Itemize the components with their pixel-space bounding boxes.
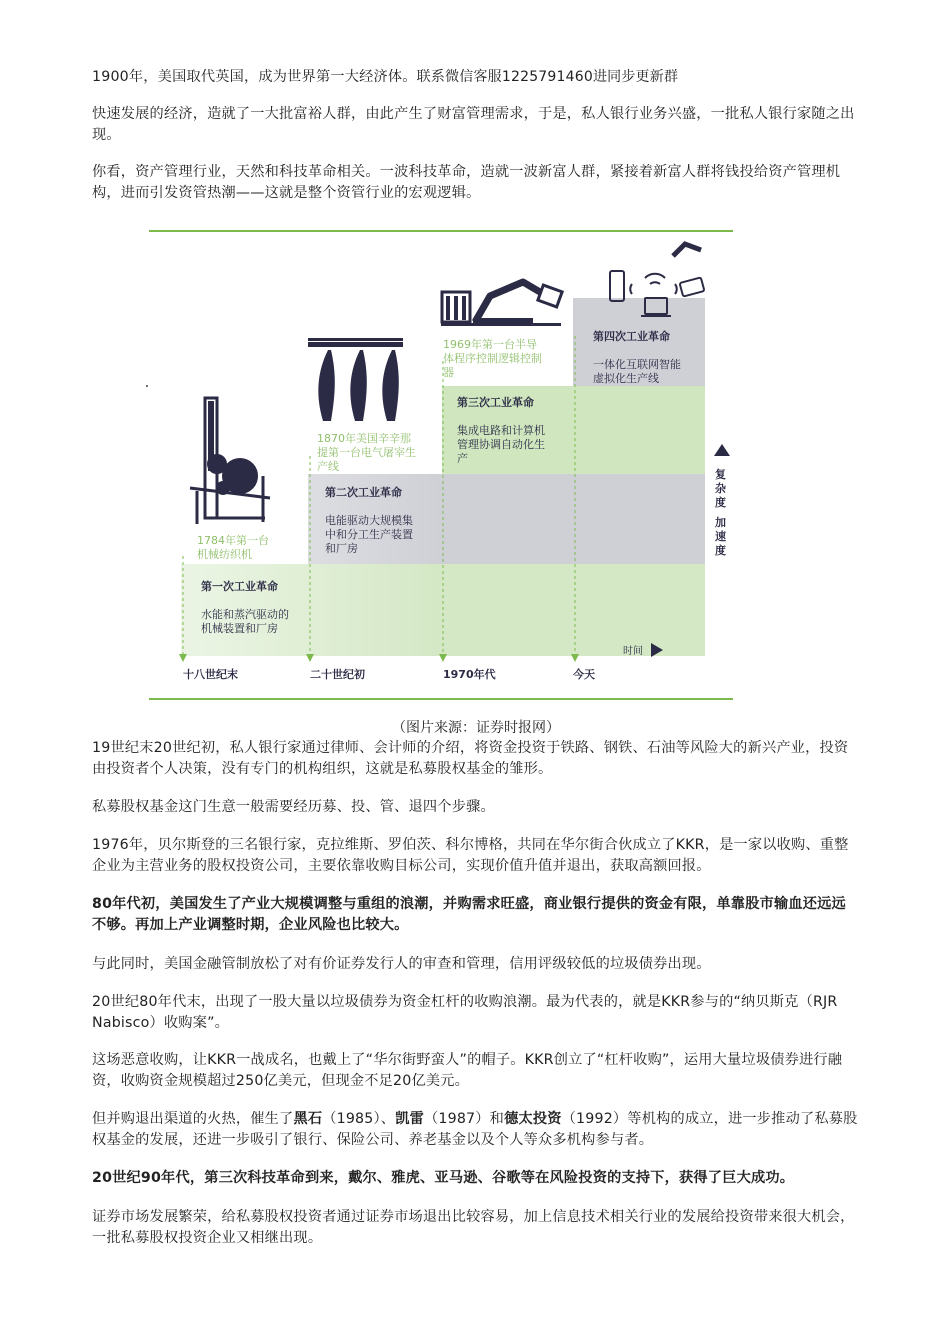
stage-4-title: 第四次工业革命 [593,330,670,343]
paragraph-10-text: 这场恶意收购，让KKR一战成名，也戴上了“华尔街野蛮人”的帽子。KKR创立了“杠杆收购”，运用大量垃圾债券进行融资，收购资金规模超过250亿美元，但现金不足20亿美元。 [92,1052,843,1089]
stage-3-desc-line2: 管理协调自动化生 [457,438,545,451]
era-labels [183,667,595,681]
svg-text:加: 加 [715,516,726,529]
paragraph-13 [92,1207,860,1249]
figure-caption: （图片来源：证券时报网） [392,720,560,736]
stage-4-desc-line2: 虚拟化生产线 [593,372,659,385]
milestone-stage-3-line2: 体程序控制逻辑控制 [443,352,542,365]
complexity-arrow-icon [714,444,730,456]
stage-2-desc-line3: 和厂房 [325,542,358,555]
paragraph-7-text: 80年代初，美国发生了产业大规模调整与重组的浪潮，并购需求旺盛，商业银行提供的资金有限，单靠股市输血还远远不够。再加上产业调整时期，企业风险也比较大。 [92,896,846,933]
milestone-stage-3-line3: 器 [443,366,454,379]
paragraph-4-text: 19世纪末20世纪初，私人银行家通过律师、会计师的介绍，将资金投资于铁路、钢铁、石油等风险大的新兴产业，投资由投资者个人决策，没有专门的机构组织，这就是私募股权基金的雏形。 [92,740,849,777]
stray-dot [146,385,148,387]
era-label-1: 十八世纪末 [183,668,238,681]
paragraph-10 [92,1050,860,1092]
p11-part: （1992）等机构的成立，进一步推动了私募股权基金的发展，还进一步吸引了银行、保险公司、养老基金以及个人等众多机构参与者。 [92,1111,858,1148]
paragraph-4 [92,738,860,780]
stage-1-desc-line1: 水能和蒸汽驱动的 [201,608,289,621]
p11-part: （1985）、 [322,1111,396,1127]
paragraph-1-text: 1900年，美国取代英国，成为世界第一大经济体。 [92,69,417,85]
stage-1-desc-line2: 机械装置和厂房 [201,622,278,635]
era-label-2: 二十世纪初 [310,668,365,681]
era-label-4: 今天 [573,668,595,681]
tpg-name: 德太投资 [504,1111,562,1127]
stage-3-desc-line1: 集成电路和计算机 [457,424,545,437]
blackstone-name: 黑石 [293,1111,323,1127]
time-axis-label: 时间 [623,646,643,657]
paragraph-12 [92,1168,860,1189]
paragraph-6 [92,835,860,877]
stage-2-desc-line1: 电能驱动大规模集 [325,514,413,527]
paragraph-12-text: 20世纪90年代，第三次科技革命到来，戴尔、雅虎、亚马逊、谷歌等在风险投资的支持下，获得了巨大成功。 [92,1170,795,1186]
paragraph-6-text: 1976年，贝尔斯登的三名银行家，克拉维斯、罗伯茨、科尔博格，共同在华尔街合伙成立了KKR，是一家以收购、重整企业为主营业务的股权投资公司，主要依靠收购目标公司，实现价值升值并退出，获取高额回报。 [92,837,849,874]
paragraph-9-text: 20世纪80年代末，出现了一股大量以垃圾债券为资金杠杆的收购浪潮。最为代表的，就是KKR参与的“纳贝斯克（RJR Nabisco）收购案”。 [92,994,838,1031]
milestone-stage-2-line3: 产线 [317,460,339,473]
milestone-stage-3-line1: 1969年第一台半导 [443,338,537,351]
milestone-stage-2-line1: 1870年美国辛辛那 [317,432,411,445]
milestone-stage-1-line1: 1784年第一台 [197,534,269,547]
paragraph-2-text: 快速发展的经济，造就了一大批富裕人群，由此产生了财富管理需求，于是，私人银行业务兴盛，一批私人银行家随之出现。 [92,106,855,143]
paragraph-5-text: 私募股权基金这门生意一般需要经历募、投、管、退四个步骤。 [92,799,495,815]
paragraph-3 [92,162,860,204]
paragraph-3-text: 你看，资产管理行业，天然和科技革命相关。一波科技革命，造就一波新富人群，紧接着新富人群将钱投给资产管理机构，进而引发资管热潮——这就是整个资管行业的宏观逻辑。 [92,164,841,201]
stage-3-desc-line3: 产 [457,452,468,465]
wechat-notice: 联系微信客服1225791460进同步更新群 [416,69,679,85]
svg-text:杂: 杂 [715,482,726,495]
paragraph-8 [92,954,860,975]
paragraph-11-text [92,1109,860,1151]
industrial-revolution-figure [145,226,745,706]
svg-text:复: 复 [715,468,726,481]
carlyle-name: 凯雷 [395,1111,424,1127]
milestone-stage-1-line2: 机械纺织机 [197,548,252,561]
paragraph-9 [92,992,860,1034]
figure-canvas [145,226,745,706]
paragraph-5 [92,797,860,818]
milestone-stage-2-line2: 提第一台电气屠宰生 [317,446,416,459]
stage-3-title: 第三次工业革命 [457,396,534,409]
paragraph-8-text: 与此同时，美国金融管制放松了对有价证券发行人的审查和管理，信用评级较低的垃圾债券出现。 [92,956,711,972]
stage-1-title: 第一次工业革命 [201,580,278,593]
svg-text:度: 度 [715,544,726,557]
era-label-3: 1970年代 [443,668,496,681]
svg-text:度: 度 [715,496,726,509]
p11-part: 但并购退出渠道的火热，催生了 [92,1111,294,1127]
stage-2-title: 第二次工业革命 [325,486,402,499]
stage-4-desc-line1: 一体化互联网智能 [593,358,681,371]
complexity-axis-label [715,467,726,557]
paragraph-7 [92,894,860,936]
stage-2-desc-line2: 中和分工生产装置 [325,528,413,541]
p11-part: （1987）和 [423,1111,505,1127]
svg-text:速: 速 [715,530,726,543]
paragraph-2 [92,104,860,146]
paragraph-11 [92,1109,860,1151]
paragraph-1 [92,67,860,88]
paragraph-13-text: 证券市场发展繁荣，给私募股权投资者通过证券市场退出比较容易，加上信息技术相关行业的发展给投资带来很大机会，一批私募股权投资企业又相继出现。 [92,1209,855,1246]
